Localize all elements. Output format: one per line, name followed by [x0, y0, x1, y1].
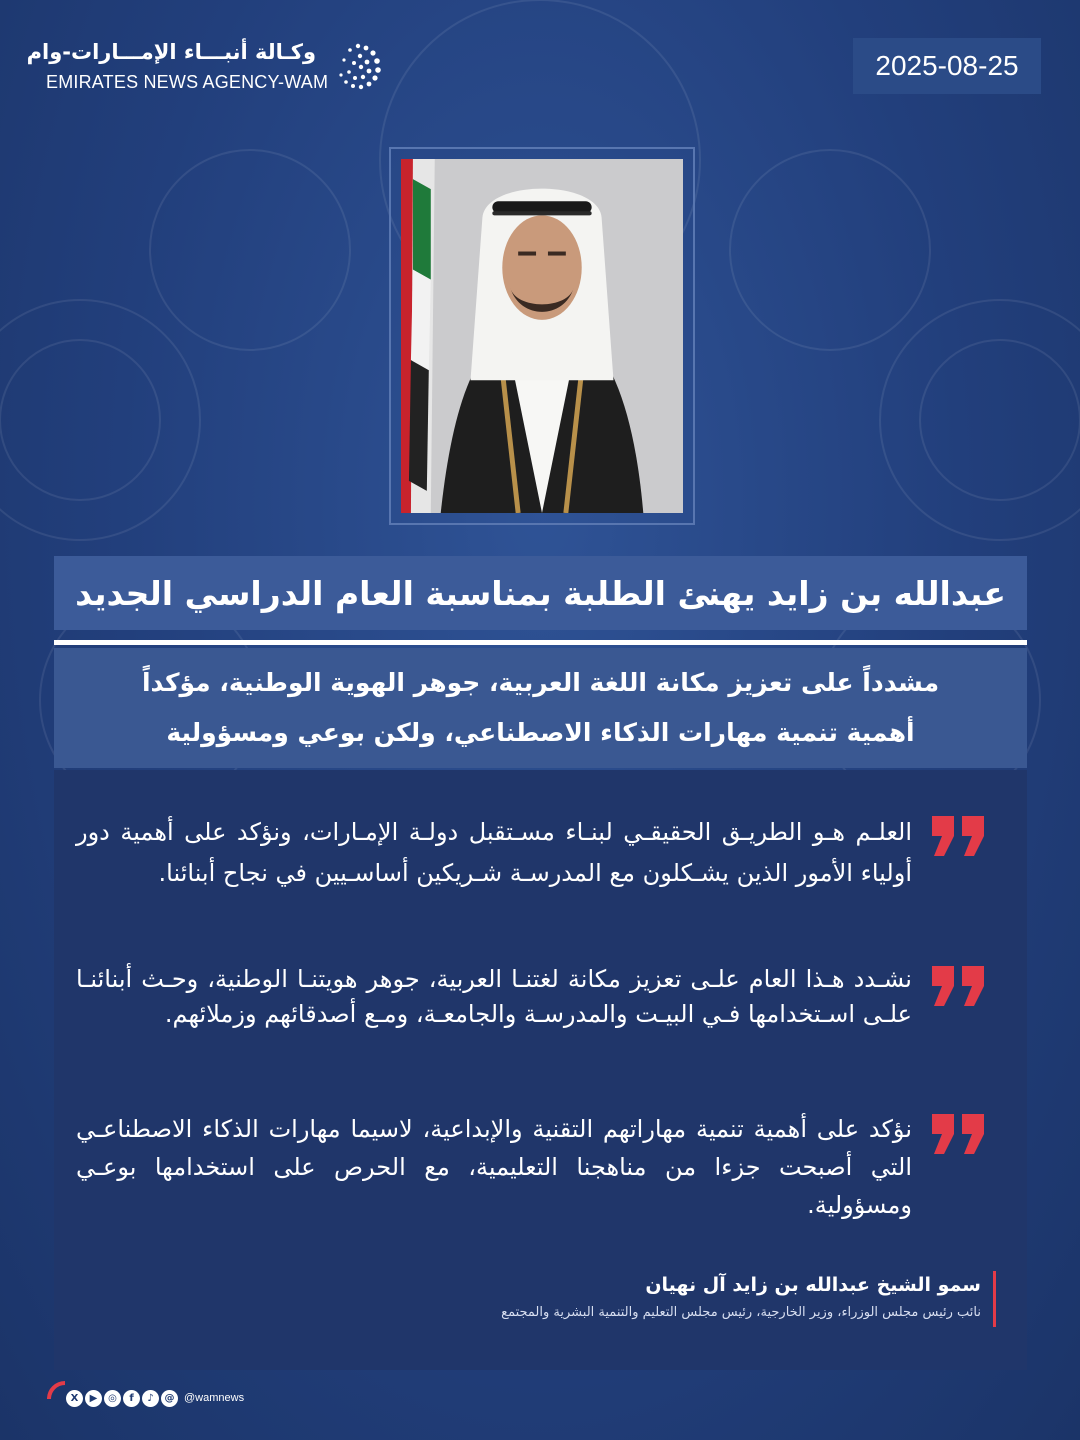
- quote-text: نشـدد هـذا العام علـى تعزيز مكانة لغتنـا العربية، جوهر هويتنـا الوطنية، وحـث أبنائنـا علـى اسـتخدامها فـي البيـت والمدرسـة والجامعـة، ومـع أصدقائهم وزملائهم.: [76, 965, 912, 1028]
- attribution-role: نائب رئيس مجلس الوزراء، وزير الخارجية، رئيس مجلس التعليم والتنمية البشرية والمجتمع: [501, 1305, 981, 1320]
- date-badge: 2025-08-25: [853, 38, 1041, 94]
- headline-divider: [54, 640, 1027, 645]
- quote-mark-icon: [930, 1112, 986, 1156]
- accent-arc-icon: [46, 1380, 68, 1402]
- quote-1: [76, 812, 986, 942]
- quote-mark-icon: [930, 964, 986, 1008]
- footer: [46, 1378, 244, 1418]
- subtitle-line-1: مشدداً على تعزيز مكانة اللغة العربية، جوهر الهوية الوطنية، مؤكداً: [141, 668, 940, 697]
- instagram-icon[interactable]: ◎: [104, 1390, 121, 1407]
- logo-arabic-text: وكـالة أنبـــاء الإمـــارات-وام: [26, 40, 316, 64]
- subtitle-line-2: أهمية تنمية مهارات الذكاء الاصطناعي، ولكن بوعي ومسؤولية: [166, 718, 915, 747]
- wam-globe-icon: [330, 38, 386, 94]
- social-icons: [66, 1390, 178, 1407]
- portrait-photo: [401, 159, 683, 513]
- facebook-icon[interactable]: f: [123, 1390, 140, 1407]
- wam-logo: [26, 38, 386, 94]
- attribution: [501, 1271, 996, 1327]
- social-handle[interactable]: @wamnews: [184, 1392, 245, 1404]
- quote-3: [76, 1110, 986, 1230]
- attribution-name: سمو الشيخ عبدالله بن زايد آل نهيان: [645, 1274, 981, 1296]
- quote-mark-icon: [930, 814, 986, 858]
- portrait-frame: [389, 147, 695, 525]
- quote-text: نؤكد على أهمية تنمية مهاراتهم التقنية والإبداعية، لاسيما مهارات الذكاء الاصطناعـي التي أصبحت جزءا من مناهجنا التعليمية، مع الحرص على استخدامها بوعـي ومسؤولية.: [76, 1115, 912, 1219]
- tiktok-icon[interactable]: ♪: [142, 1390, 159, 1407]
- subtitle-box: [54, 648, 1027, 768]
- youtube-icon[interactable]: ▶: [85, 1390, 102, 1407]
- x-icon[interactable]: X: [66, 1390, 83, 1407]
- logo-english-text: EMIRATES NEWS AGENCY-WAM: [46, 72, 329, 92]
- threads-icon[interactable]: @: [161, 1390, 178, 1407]
- headline-bar: [54, 556, 1027, 630]
- quote-text: العلـم هـو الطريـق الحقيقـي لبنـاء مسـتقبل دولـة الإمـارات، ونؤكد على أهمية دور أولياء الأمور الذين يشـكلون مع المدرسـة شـريكين أساسـيين في نجاح أبنائنا.: [76, 818, 912, 887]
- quote-2: [76, 962, 986, 1082]
- headline-text: عبدالله بن زايد يهنئ الطلبة بمناسبة العام الدراسي الجديد: [75, 573, 1006, 613]
